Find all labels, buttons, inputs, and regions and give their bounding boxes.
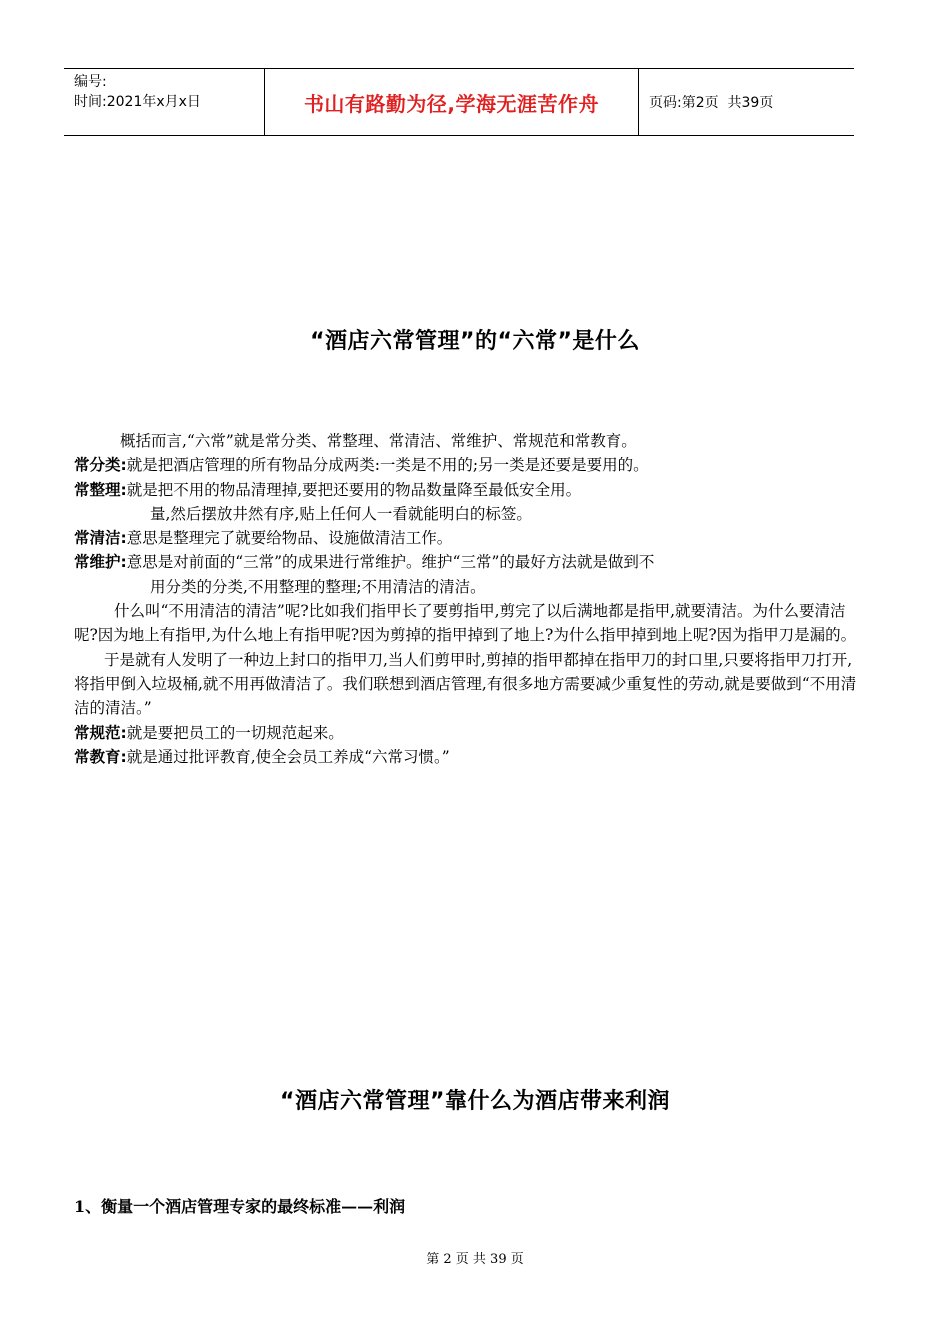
page-header <box>64 68 854 136</box>
item-guifan <box>74 721 864 745</box>
term-text: 就是把酒店管理的所有物品分成两类:一类是不用的;另一类是还要是要用的。 <box>126 456 649 475</box>
item-fenlei <box>74 453 864 477</box>
header-page-label: 页码:第2页 共39页 <box>649 95 774 111</box>
term-text: 就是要把员工的一切规范起来。 <box>126 723 344 742</box>
term-text: 就是把不用的物品清理掉,要把还要用的物品数量降至最低安全用。 <box>126 480 582 499</box>
header-meta <box>64 69 265 135</box>
section-heading-1: 1、衡量一个酒店管理专家的最终标准——利润 <box>74 1197 406 1216</box>
item-qingjie <box>74 526 864 550</box>
term-label: 常分类: <box>74 456 127 475</box>
invention-paragraph: 于是就有人发明了一种边上封口的指甲刀,当人们剪甲时,剪掉的指甲都掉在指甲刀的封口里,只要将指甲刀打开,将指甲倒入垃圾桶,就不用再做清洁了。我们联想到酒店管理,有很多地方需要减少重复性的劳动,就是要做到“不用清洁的清洁。” <box>74 650 857 718</box>
term-label: 常教育: <box>74 747 127 766</box>
heading-profit: “酒店六常管理”靠什么为酒店带来利润 <box>280 1089 670 1114</box>
header-page-info <box>639 69 854 135</box>
term-text: 就是通过批评教育,使全会员工养成“六常习惯。” <box>126 747 450 766</box>
question-paragraph: 什么叫“不用清洁的清洁”呢?比如我们指甲长了要剪指甲,剪完了以后满地都是指甲,就要清洁。为什么要清洁呢?因为地上有指甲,为什么地上有指甲呢?因为剪掉的指甲掉到了地上?为什么指甲掉到地上呢?因为指甲刀是漏的。 <box>74 602 857 645</box>
term-label: 常清洁: <box>74 529 127 548</box>
header-motto: 书山有路勤为径,学海无涯苦作舟 <box>265 69 639 135</box>
term-label: 常维护: <box>74 553 127 572</box>
body-text <box>74 429 864 769</box>
document-number-label: 编号: <box>74 74 107 90</box>
item-zhengli <box>74 478 864 502</box>
term-label: 常整理: <box>74 480 127 499</box>
page-footer: 第 2 页 共 39 页 <box>426 1252 524 1267</box>
term-text: 意思是整理完了就要给物品、设施做清洁工作。 <box>126 529 453 548</box>
item-weihu-continued: 用分类的分类,不用整理的整理;不用清洁的清洁。 <box>150 577 486 596</box>
heading-six-constants: “酒店六常管理”的“六常”是什么 <box>310 329 640 354</box>
item-jiaoyu <box>74 745 864 769</box>
term-label: 常规范: <box>74 723 127 742</box>
item-weihu <box>74 550 864 574</box>
intro-paragraph: 概括而言,“六常”就是常分类、常整理、常清洁、常维护、常规范和常教育。 <box>120 432 637 450</box>
item-zhengli-continued: 量,然后摆放井然有序,贴上任何人一看就能明白的标签。 <box>150 504 532 523</box>
term-text: 意思是对前面的“三常”的成果进行常维护。维护“三常”的最好方法就是做到不 <box>126 553 655 572</box>
document-time-label: 时间:2021年x月x日 <box>74 94 201 110</box>
